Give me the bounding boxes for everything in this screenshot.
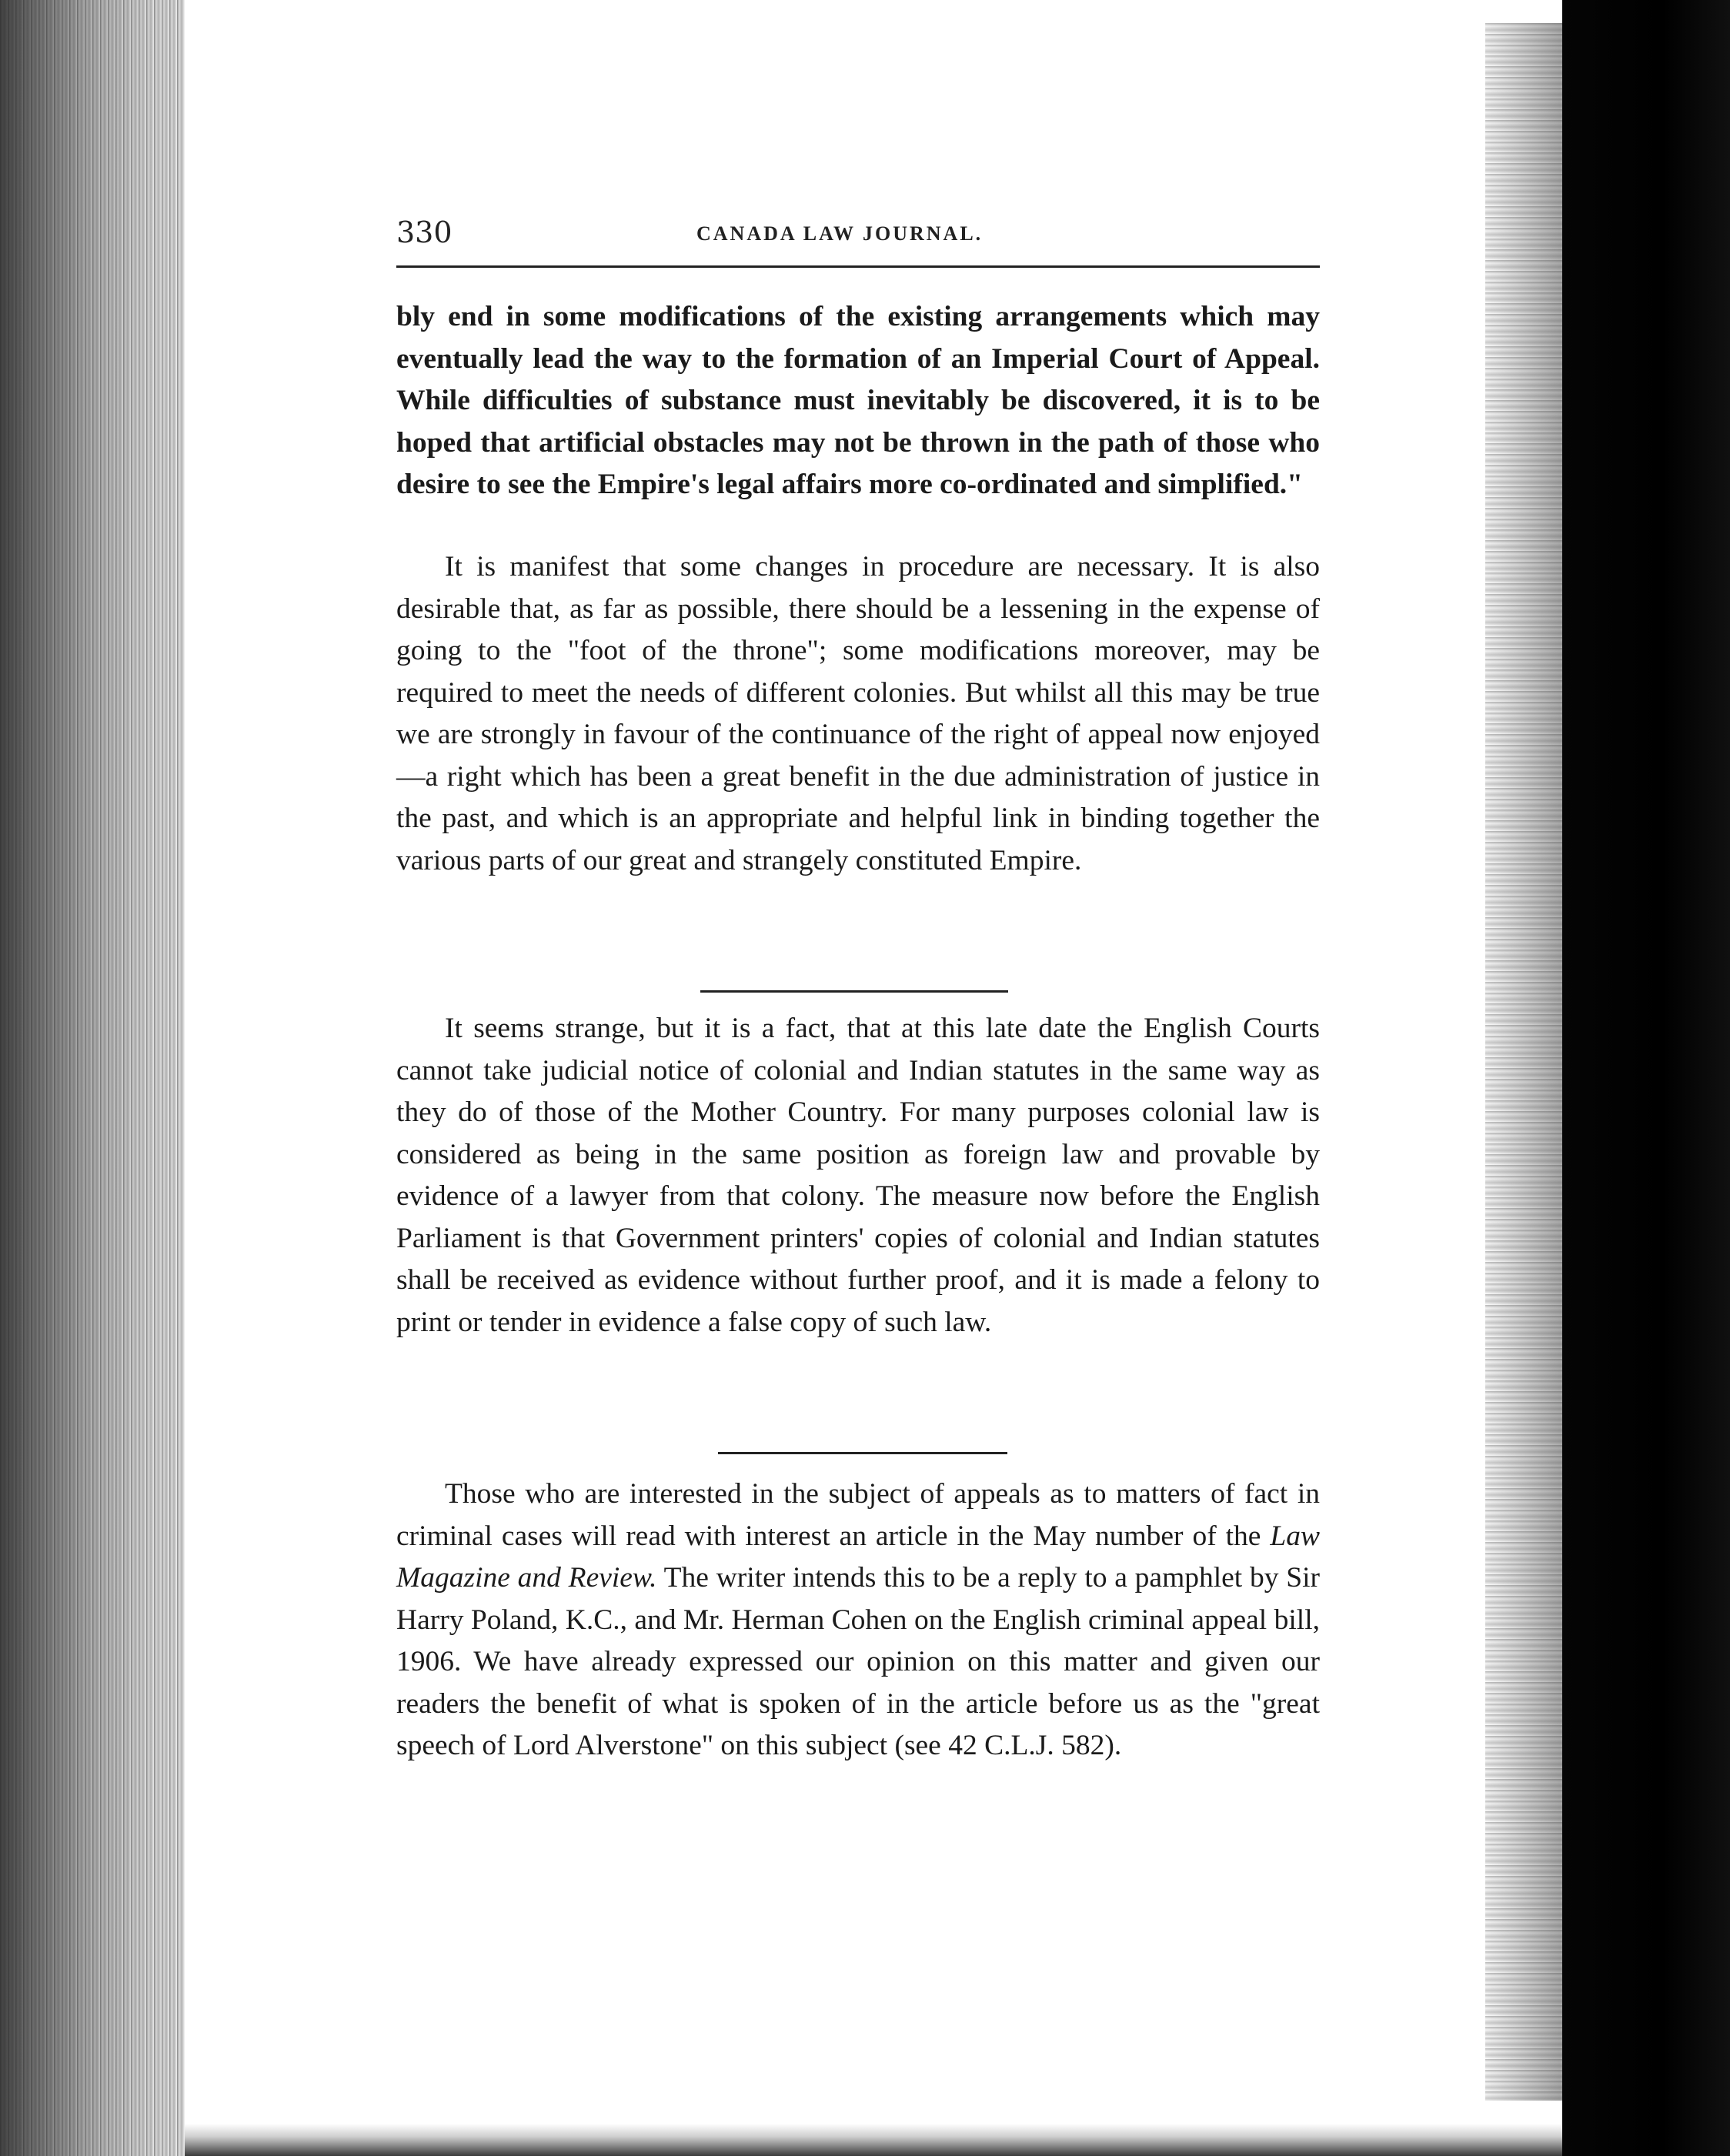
- paragraph-appeals: [396, 1473, 1320, 1767]
- paragraph-statutes: [396, 1008, 1320, 1343]
- paragraph-appeals-text: [396, 1473, 1320, 1767]
- paragraph-statutes-text: It seems strange, but it is a fact, that at this late date the English Courts cannot take judicial notice of colonial and Indian statutes in the same way as they do of those of the Mother Country. For many purposes colonial law is considered as being in the same position as foreign law and provable by evidence of a lawyer from that colony. The measure now before the English Parliament is that Government printers' copies of colonial and Indian statutes shall be received as evidence without further proof, and it is made a felony to print or tender in evidence a false copy of such law.: [396, 1013, 1320, 1338]
- appeals-text-part2: The writer intends this to be a reply to a pamphlet by Sir Harry Poland, K.C., and Mr. Herman Cohen on the English criminal appeal bill, 1906. We have already expressed our opinion on this matter and given our readers the benefit of what is spoken of in the article before us as the "great speech of Lord Alverstone" on this subject (see 42 C.L.J. 582).: [396, 1562, 1321, 1761]
- paragraph-continued: [396, 296, 1320, 506]
- page-number: 330: [396, 215, 453, 249]
- section-divider: [718, 1452, 1007, 1454]
- running-head: [396, 196, 1320, 249]
- scan-bottom-edge: [185, 2124, 1562, 2156]
- paragraph-procedure-text: It is manifest that some changes in procedure are necessary. It is also desirable that, as far as possible, there should be a lessening in the expense of going to the "foot of the throne"; some modifications moreover, may be required to meet the needs of different colonies. But whilst all this may be true we are strongly in favour of the continuance of the right of appeal now enjoyed—a right which has been a great benefit in the due administration of justice in the past, and which is an appropriate and helpful link in binding together the various parts of our great and strangely constituted Empire.: [396, 551, 1320, 876]
- scan-right-edge: [1485, 23, 1562, 2101]
- scan-black-border: [1562, 0, 1730, 2156]
- law-magazine-title: Law Magazine and Review.: [396, 1520, 1320, 1594]
- scan-binding-shadow: [0, 0, 185, 2156]
- paragraph-procedure: [396, 546, 1320, 882]
- header-rule: [396, 265, 1320, 268]
- appeals-text-part1: Those who are interested in the subject of appeals as to matters of fact in criminal cases will read with interest an article in the May number of the: [396, 1478, 1320, 1552]
- journal-page: [396, 196, 1321, 1761]
- journal-title: CANADA LAW JOURNAL.: [696, 222, 984, 245]
- paragraph-continued-text: bly end in some modifications of the existing arrangements which may eventually lead the way to the formation of an Imperial Court of Appeal. While difficulties of substance must inevitably be discovered, it is to be hoped that artificial obstacles may not be thrown in the path of those who desire to see the Empire's legal affairs more co-ordinated and simplified.": [396, 301, 1320, 500]
- section-divider: [700, 990, 1008, 993]
